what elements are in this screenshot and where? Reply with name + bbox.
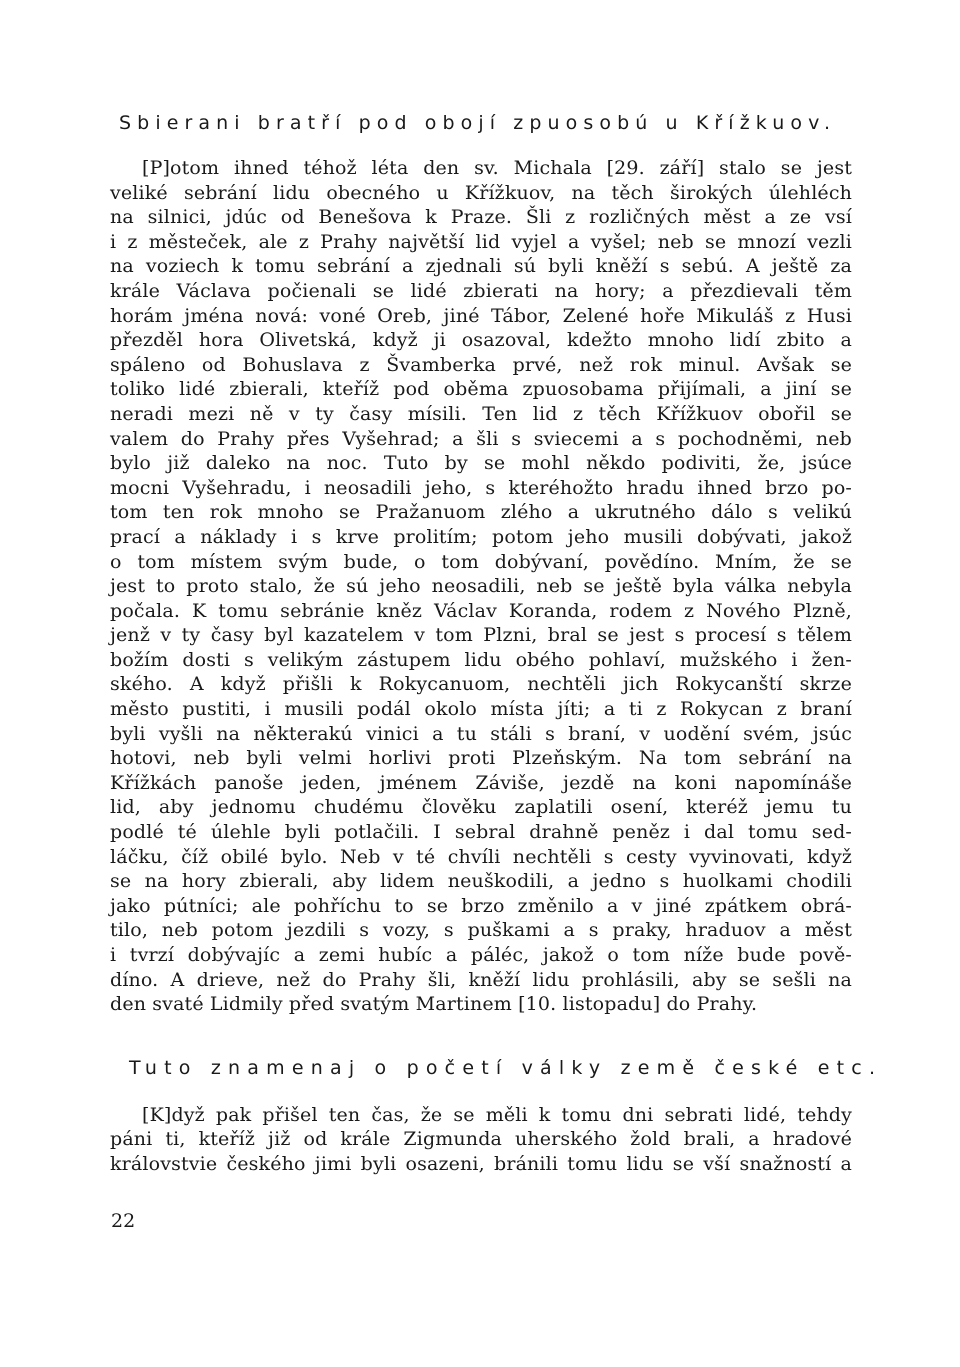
text-line: neradi mezi ně v ty časy mísili. Ten lid z těch Křížkuov obořil se (110, 402, 852, 425)
text-line: [P]otom ihned téhož léta den sv. Michala [29. září] stalo se jest (142, 157, 852, 179)
text-line: jako pútníci; ale pohříchu to se brzo změnilo a v jiné zpátkem obrá- (110, 894, 852, 917)
text-line: jest to proto stalo, že sú jeho neosadili, neb se ještě byla válka nebyla (110, 575, 852, 598)
paragraph-krizky (110, 156, 852, 1017)
text-line: krále Václava počienali se lidé zbierati na hory; a přezdievali těm (110, 279, 852, 302)
text-line: i z městeček, ale z Prahy najvětší lid vyjel a vyšel; neb se mnozí vezli (110, 230, 852, 253)
text-line: veliké sebrání lidu obecného u Křížkuov, na těch širokých úlehléch (110, 181, 852, 204)
text-line: horám jména nová: voné Oreb, jiné Tábor, Zelené hoře Mikuláš z Husi (110, 304, 852, 327)
paragraph-valka (110, 1103, 852, 1177)
text-line: královstvie českého jimi byli osazeni, bránili tomu lidu se vší snažností a (110, 1152, 852, 1175)
text-line: božím dosti s velikým zástupem lidu obého pohlaví, mužského i žen- (110, 648, 852, 671)
text-line: ského. A když přišli k Rokycanuom, nechtěli jich Rokycanští skrze (110, 673, 852, 696)
text-line: byli vyšli na některakú vinici a tu stáli s braní, v uodění svém, jsúc (110, 722, 852, 745)
page-number: 22 (111, 1210, 136, 1232)
text-line: lid, aby jednomu chudému člověku zaplatili osení, kteréž jemu tu (110, 796, 852, 819)
text-line: valem do Prahy přes Vyšehrad; a šli s sviecemi a s pochodněmi, neb (110, 427, 852, 450)
text-line: počala. K tomu sebránie kněz Václav Koranda, rodem z Nového Plzně, (110, 599, 852, 622)
text-line: láčku, číž obilé bylo. Neb v té chvíli nechtěli s cesty vyvinovati, když (110, 845, 852, 868)
text-line: hotovi, neb byli velmi horlivi proti Plzeňským. Na tom sebrání na (110, 747, 852, 770)
text-line: den svaté Lidmily před svatým Martinem [10. listopadu] do Prahy. (110, 993, 758, 1016)
section-heading-krizky: Sbierani bratří pod obojí zpuosobú u Křížkuov. (119, 112, 837, 134)
text-line: podlé té úlehle byli potlačili. I sebral drahně peněz i dal tomu sed- (110, 821, 852, 844)
text-line: toliko lidé zbierali, kteříž pod oběma zpuosobama přijímali, a jiní se (110, 378, 852, 401)
text-line: na voziech k tomu sebrání a zjednali sú byli kněží s sebú. A ještě za (110, 255, 852, 278)
text-line: tom ten rok mnoho se Pražanuom zlého a ukrutného dálo s velikú (110, 501, 852, 524)
text-line: i tvrzí dobývajíc a zemi hubíc a páléc, jakož o tom níže bude pově- (110, 944, 852, 966)
text-line: město pustiti, i musili podál okolo místa jíti; a ti z Rokycan z braní (110, 698, 852, 721)
text-line: prací a náklady i s krve prolitím; potom jeho musili dobývati, jakož (110, 525, 852, 548)
text-line: jenž v ty časy byl kazatelem v tom Plzni, bral se jest s procesí s tělem (110, 624, 852, 647)
text-line: o tom místem svým bude, o tom dobývaní, povědíno. Mním, že se (110, 550, 852, 573)
text-line: spáleno od Bohuslava z Švamberka prvé, než rok minul. Avšak se (110, 353, 852, 376)
text-line: se na hory zbierali, aby lidem neuškodili, a jedno s huolkami chodili (110, 870, 852, 893)
text-line: na silnici, jdúc od Benešova k Praze. Šli z rozličných měst a ze vsí (110, 206, 852, 229)
text-line: Křížkách panoše jeden, jménem Záviše, jezdě na koni napomínáše (110, 771, 852, 794)
text-line: mocni Vyšehradu, i neosadili jeho, s kteréhožto hradu ihned brzo po- (110, 476, 852, 499)
text-line: páni ti, kteříž již od krále Zigmunda uherského žold brali, a hradové (110, 1128, 852, 1151)
text-line: přezděl hora Olivetská, když ji osazoval, kdežto mnoho lidí zbito a (110, 329, 852, 352)
document-page (110, 100, 883, 1177)
section-heading-valka: Tuto znamenaj o početí války země české etc. (129, 1056, 883, 1079)
text-line: tilo, neb potom jezdili s vozy, s puškami a s praky, hraduov a měst (110, 919, 852, 942)
text-line: [K]dyž pak přišel ten čas, že se měli k tomu dni sebrati lidé, tehdy (142, 1103, 852, 1126)
text-line: bylo již daleko na noc. Tuto by se mohl někdo podiviti, že, jsúce (110, 452, 852, 475)
text-line: díno. A drieve, než do Prahy šli, kněží lidu prohlásili, aby se sešli na (110, 968, 852, 991)
